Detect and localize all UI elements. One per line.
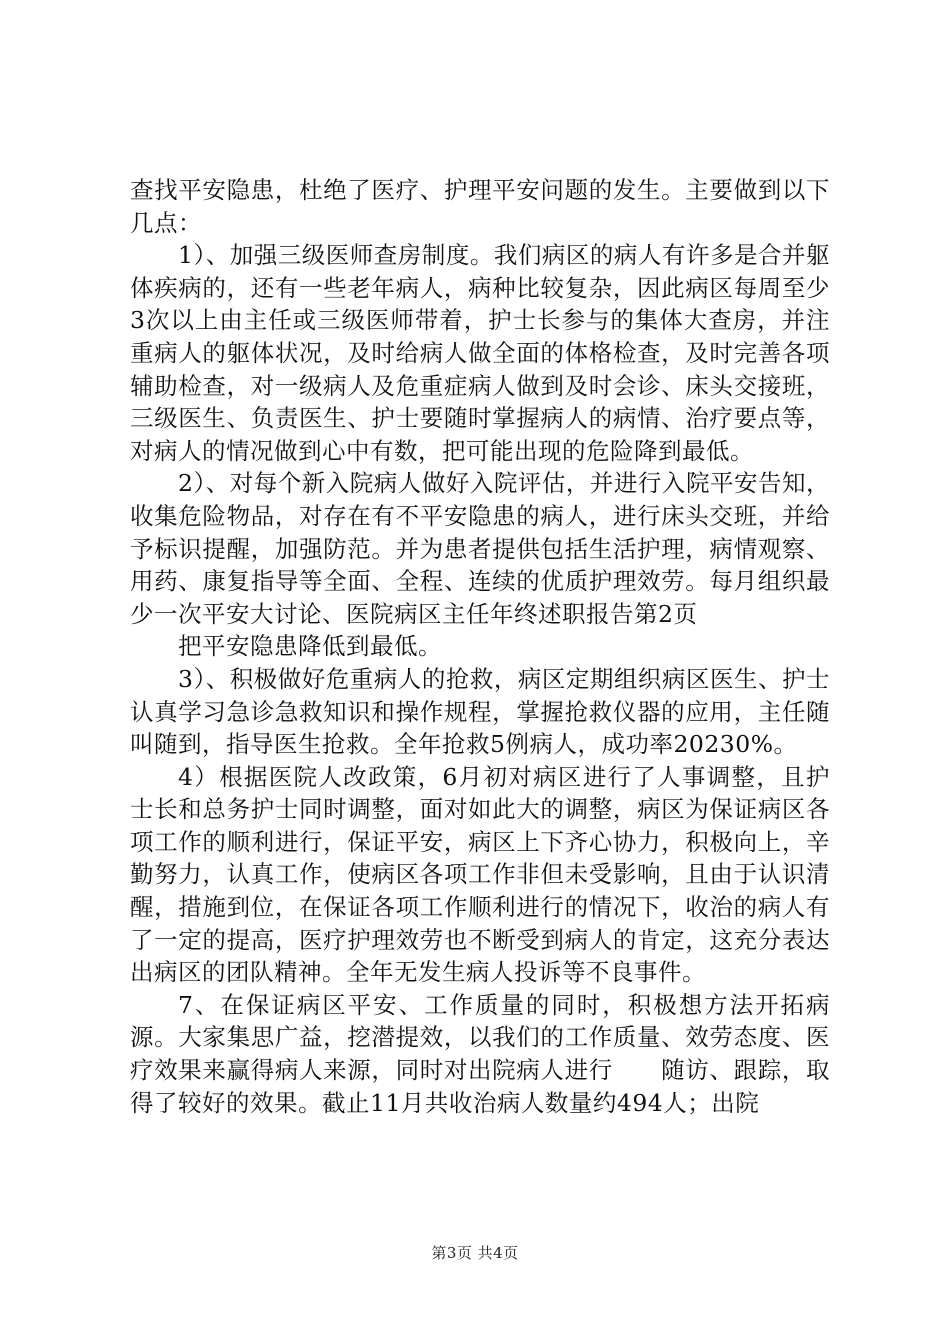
page-footer: 第3页 共4页 [431, 1244, 519, 1262]
paragraph-item-4: 4）根据医院人改政策，6月初对病区进行了人事调整，且护士长和总务护士同时调整，面对如此大的调整，病区为保证病区各项工作的顺利进行，保证平安，病区上下齐心协力，积极向上，辛勤努力，认真工作，使病区各项工作非但未受影响，且由于认识清醒，措施到位，在保证各项工作顺利进行的情况下，收治的病人有了一定的提高，医疗护理效劳也不断受到病人的肯定，这充分表达出病区的团队精神。全年无发生病人投诉等不良事件。 [130, 762, 830, 987]
paragraph-item-3: 3）、积极做好危重病人的抢救，病区定期组织病区医生、护士认真学习急诊急救知识和操作规程，掌握抢救仪器的应用，主任随叫随到，指导医生抢救。全年抢救5例病人，成功率20230%。 [130, 664, 830, 759]
paragraph-item-1: 1）、加强三级医师查房制度。我们病区的病人有许多是合并躯体疾病的，还有一些老年病人，病种比较复杂，因此病区每周至少3次以上由主任或三级医师带着，护士长参与的集体大查房，并注重病人的躯体状况，及时给病人做全面的体格检查，及时完善各项辅助检查，对一级病人及危重症病人做到及时会诊、床头交接班，三级医生、负责医生、护士要随时掌握病人的病情、治疗要点等，对病人的情况做到心中有数，把可能出现的危险降到最低。 [130, 241, 830, 465]
paragraph-intro: 查找平安隐患，杜绝了医疗、护理平安问题的发生。主要做到以下几点： [130, 176, 830, 237]
paragraph-item-7: 7、在保证病区平安、工作质量的同时，积极想方法开拓病源。大家集思广益，挖潜提效，以我们的工作质量、效劳态度、医疗效果来赢得病人来源，同时对出院病人进行 随访、跟踪，取得了较好的效果。截止11月共收治病人数量约494人；出院 [130, 990, 830, 1117]
document-body [130, 174, 830, 1119]
paragraph-item-2-continued: 把平安隐患降低到最低。 [178, 632, 442, 661]
paragraph-item-2: 2）、对每个新入院病人做好入院评估，并进行入院平安告知，收集危险物品，对存在有不平安隐患的病人，进行床头交班，并给予标识提醒，加强防范。并为患者提供包括生活护理，病情观察、用药、康复指导等全面、全程、连续的优质护理效劳。每月组织最少一次平安大讨论、医院病区主任年终述职报告第2页 [130, 469, 830, 628]
